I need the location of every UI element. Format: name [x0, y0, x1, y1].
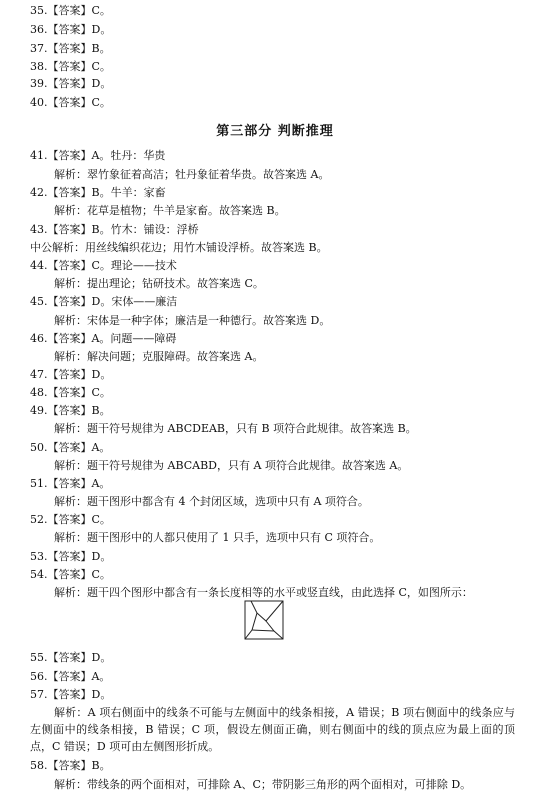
section-title: 第三部分 判断推理	[216, 124, 334, 139]
answer-line: 49.【答案】B。	[30, 404, 111, 417]
explanation-line: 解析：题干符号规律为 ABCABD，只有 A 项符合此规律。故答案选 A。	[54, 459, 409, 472]
answer-line: 55.【答案】D。	[30, 651, 112, 664]
answer-line: 36.【答案】D。	[30, 23, 112, 36]
explanation-line: 解析：题干四个图形中都含有一条长度相等的水平或竖直线，由此选择 C，如图所示：	[54, 586, 473, 599]
explanation-line: 中公解析：用丝线编织花边；用竹木铺设浮桥。故答案选 B。	[30, 241, 328, 254]
explanation-line: 解析：解决问题；克服障碍。故答案选 A。	[54, 350, 264, 363]
explanation-paragraph: 解析：A 项右侧面中的线条不可能与左侧面中的线条相接，A 错误；B 项右侧面中的线条应与左侧面中的线条相接，B 错误；C 项，假设左侧面正确，则右侧面中的线的顶点应为最上面的顶点，C 错误；D 项可由左侧图形折成。	[30, 706, 515, 753]
answer-line: 51.【答案】A。	[30, 477, 111, 490]
answer-line: 58.【答案】B。	[30, 759, 111, 772]
answer-line: 47.【答案】D。	[30, 368, 112, 381]
answer-line: 42.【答案】B。牛羊：家畜	[30, 186, 166, 199]
answer-line: 50.【答案】A。	[30, 441, 111, 454]
answer-line: 57.【答案】D。	[30, 688, 112, 701]
explanation-line: 解析：带线条的两个面相对，可排除 A、C；带阴影三角形的两个面相对，可排除 D。	[54, 778, 472, 791]
explanation-line: 解析：题干图形中都含有 4 个封闭区域，选项中只有 A 项符合。	[54, 495, 369, 508]
answer-line: 45.【答案】D。宋体——廉洁	[30, 295, 178, 308]
explanation-line: 解析：翠竹象征着高洁；牡丹象征着华贵。故答案选 A。	[54, 168, 330, 181]
answer-line: 56.【答案】A。	[30, 670, 111, 683]
answer-line: 37.【答案】B。	[30, 42, 111, 55]
explanation-line: 解析：提出理论；钻研技术。故答案选 C。	[54, 277, 264, 290]
answer-line: 41.【答案】A。牡丹：华贵	[30, 149, 166, 162]
answer-line: 46.【答案】A。问题——障碍	[30, 332, 177, 345]
answer-line: 44.【答案】C。理论——技术	[30, 259, 177, 272]
explanation-line: 解析：花草是植物；牛羊是家畜。故答案选 B。	[54, 204, 286, 217]
answer-line: 53.【答案】D。	[30, 550, 112, 563]
explanation-line: 解析：题干图形中的人都只使用了 1 只手，选项中只有 C 项符合。	[54, 531, 381, 544]
answer-line: 48.【答案】C。	[30, 386, 111, 399]
answer-line: 38.【答案】C。	[30, 60, 111, 73]
explanation-line: 解析：题干符号规律为 ABCDEAB，只有 B 项符合此规律。故答案选 B。	[54, 422, 417, 435]
answer-line: 35.【答案】C。	[30, 4, 111, 17]
answer-line: 52.【答案】C。	[30, 513, 111, 526]
answer-line: 54.【答案】C。	[30, 568, 111, 581]
answer-line: 43.【答案】B。竹木：铺设：浮桥	[30, 223, 199, 236]
answer-line: 39.【答案】D。	[30, 77, 112, 90]
answer-line: 40.【答案】C。	[30, 96, 111, 109]
explanation-line: 解析：宋体是一种字体；廉洁是一种德行。故答案选 D。	[54, 314, 331, 327]
cube-diagram	[244, 600, 284, 640]
